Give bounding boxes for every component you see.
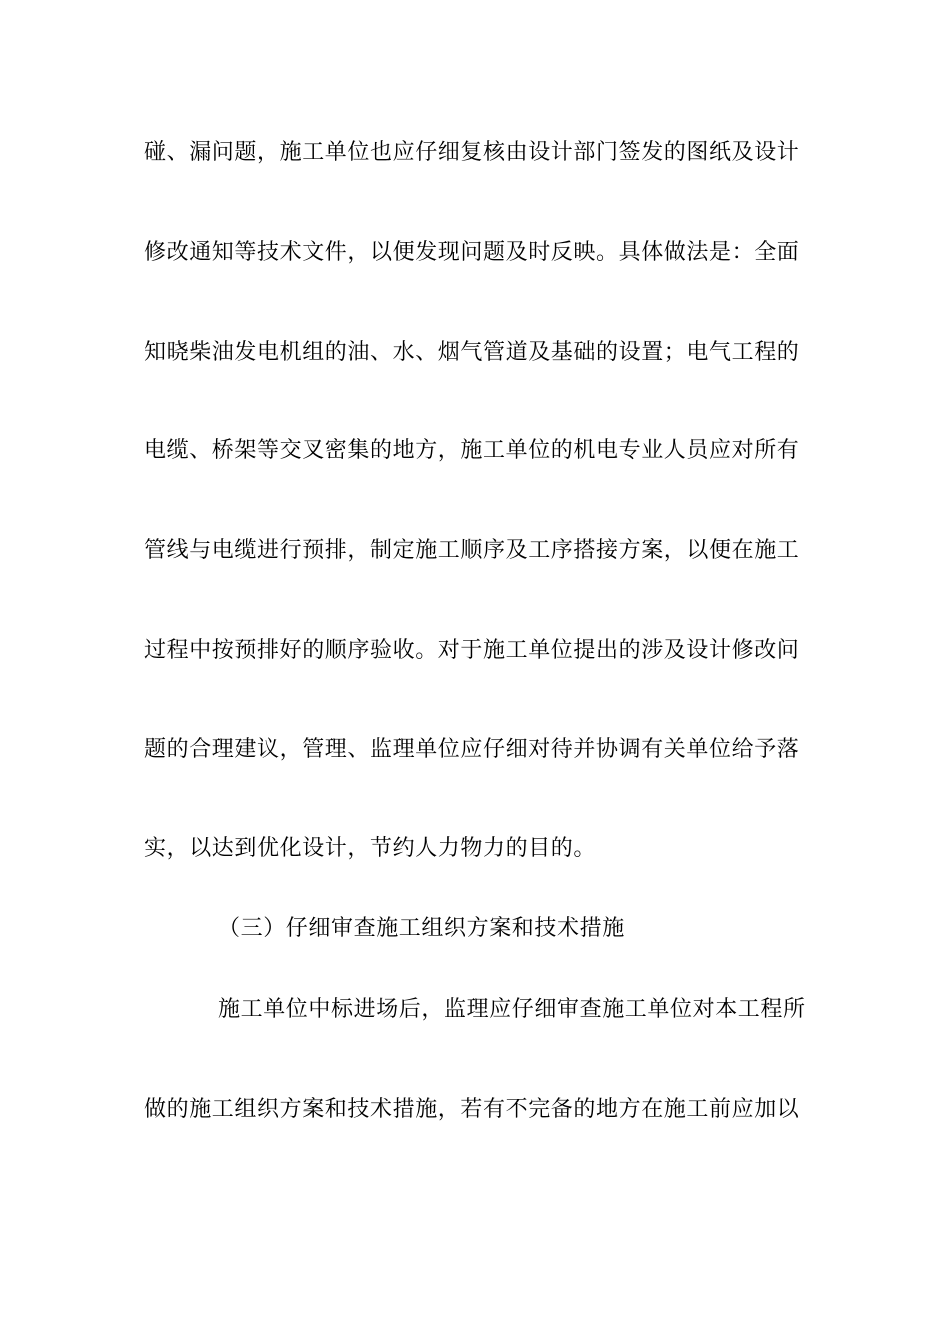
section-heading: （三）仔细审查施工组织方案和技术措施 bbox=[218, 916, 625, 941]
paragraph-line: 题的合理建议，管理、监理单位应仔细对待并协调有关单位给予落 bbox=[144, 737, 800, 762]
paragraph-line: 做的施工组织方案和技术措施，若有不完备的地方在施工前应加以 bbox=[144, 1097, 800, 1122]
paragraph-line: 修改通知等技术文件，以便发现问题及时反映。具体做法是：全面 bbox=[144, 240, 800, 265]
paragraph-line: 电缆、桥架等交叉密集的地方，施工单位的机电专业人员应对所有 bbox=[144, 438, 800, 463]
paragraph-line: 过程中按预排好的顺序验收。对于施工单位提出的涉及设计修改问 bbox=[144, 638, 800, 663]
paragraph-line: 施工单位中标进场后，监理应仔细审查施工单位对本工程所 bbox=[218, 997, 806, 1022]
paragraph-line: 管线与电缆进行预排，制定施工顺序及工序搭接方案，以便在施工 bbox=[144, 538, 800, 563]
paragraph-line: 知晓柴油发电机组的油、水、烟气管道及基础的设置；电气工程的 bbox=[144, 340, 800, 365]
paragraph-line: 碰、漏问题，施工单位也应仔细复核由设计部门签发的图纸及设计 bbox=[144, 140, 800, 165]
paragraph-line: 实，以达到优化设计，节约人力物力的目的。 bbox=[144, 836, 597, 861]
